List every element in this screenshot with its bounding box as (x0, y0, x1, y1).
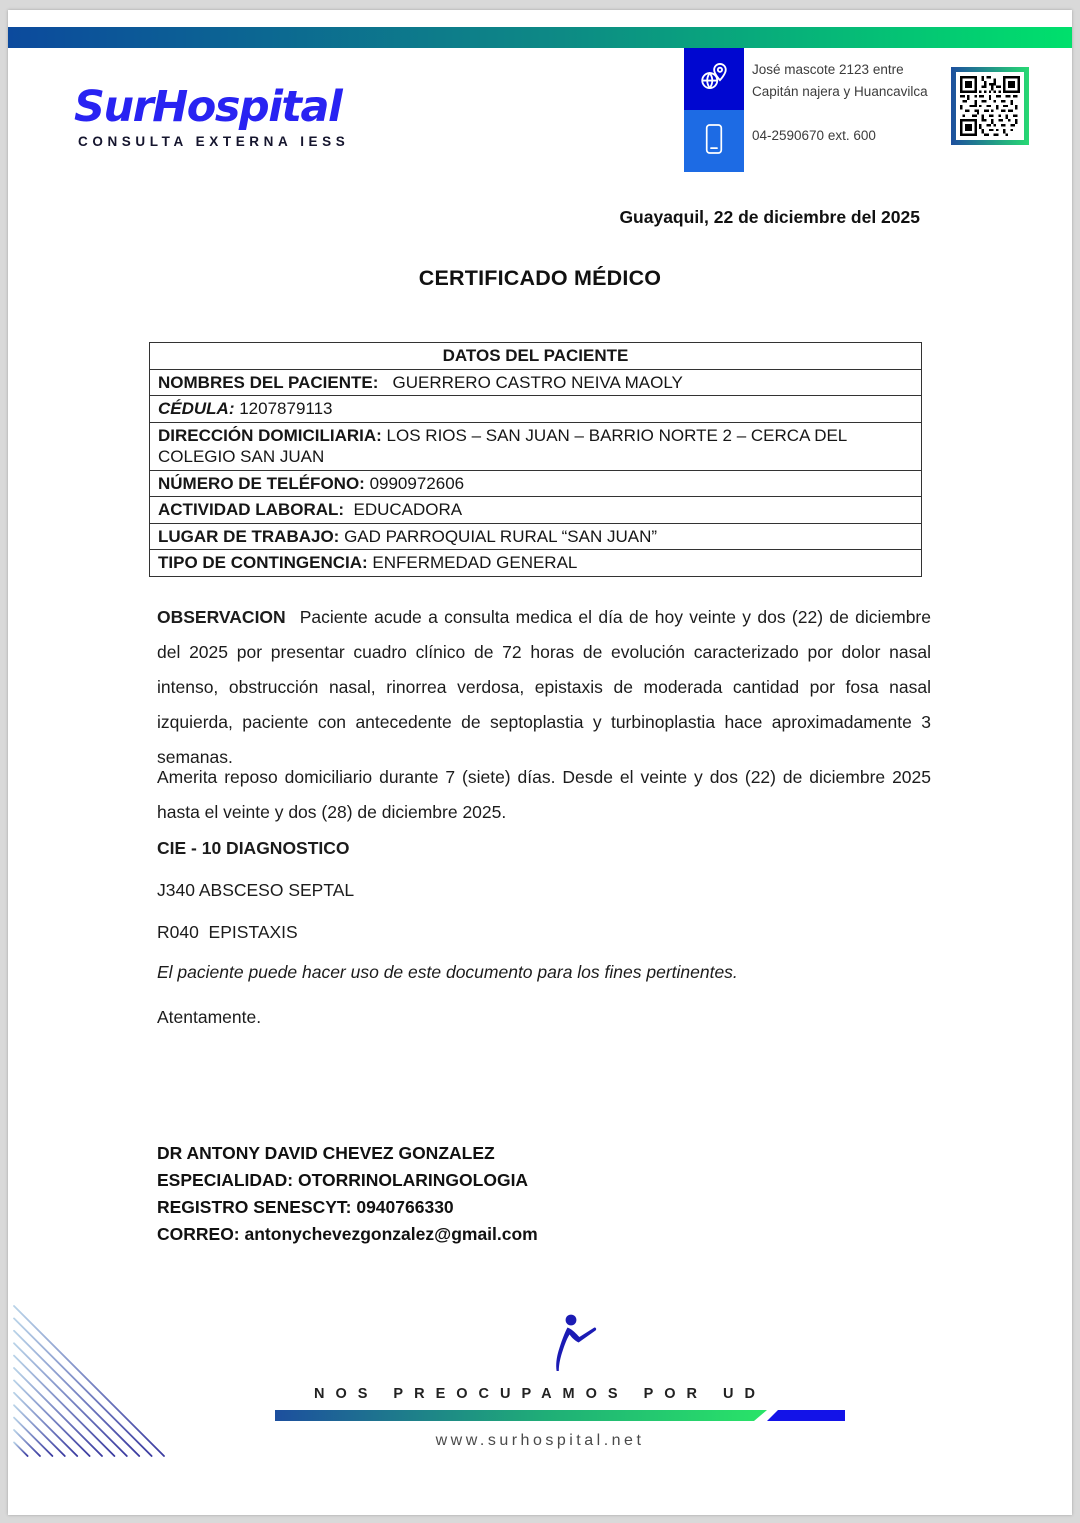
footer-gradient-bar (275, 1410, 767, 1421)
contact-icon-tiles (684, 48, 744, 172)
jumping-person-logo-icon (547, 1313, 601, 1377)
row-label: ACTIVIDAD LABORAL: (158, 500, 345, 519)
row-value: GAD PARROQUIAL RURAL “SAN JUAN” (339, 526, 658, 546)
diagnosis-line-1: J340 ABSCESO SEPTAL (157, 880, 355, 900)
smartphone-icon (699, 122, 729, 161)
patient-data-table (149, 342, 922, 577)
row-value: 0990972606 (364, 473, 465, 493)
diagnosis-line-2: R040 EPISTAXIS (157, 922, 298, 942)
row-label: LUGAR DE TRABAJO: (158, 526, 340, 546)
logo-subtitle: CONSULTA EXTERNA IESS (78, 134, 350, 150)
doctor-name: DR ANTONY DAVID CHEVEZ GONZALEZ (157, 1143, 495, 1163)
table-header: DATOS DEL PACIENTE (150, 343, 922, 370)
certificate-title: CERTIFICADO MÉDICO (418, 266, 662, 290)
qr-code-modules (956, 72, 1024, 140)
date-line: Guayaquil, 22 de diciembre del 2025 (619, 207, 920, 227)
table-row-telefono (150, 470, 922, 497)
doctor-email: CORREO: antonychevezgonzalez@gmail.com (157, 1224, 538, 1244)
row-label: NOMBRES DEL PACIENTE: (158, 372, 379, 392)
footer-bar-blue-segment (767, 1410, 845, 1421)
cie10-heading: CIE - 10 DIAGNOSTICO (157, 838, 350, 858)
observation-text: Paciente acude a consulta medica el día de hoy veinte y dos (22) de diciembre del 2025 por presentar cuadro clínico de 72 horas de evolución caracterizado por dolor nasal intenso, obstrucción nasal, rinorrea verdosa, epistaxis de moderada cantidad por fosa nasal izquierda, paciente con antecedente de septoplastia y turbinoplastia hace aproximadamente 3 semanas. (157, 607, 931, 767)
table-row-lugar (150, 523, 922, 550)
row-value: EDUCADORA (344, 500, 463, 519)
phone-tile (684, 110, 744, 172)
hospital-logo (74, 84, 349, 149)
row-value: 1207879113 (234, 399, 333, 418)
row-value: LOS RIOS – SAN JUAN – BARRIO NORTE 2 – CERCA DEL COLEGIO SAN JUAN (158, 425, 852, 466)
table-row-cedula (150, 396, 922, 423)
rest-paragraph: Amerita reposo domiciliario durante 7 (siete) días. Desde el veinte y dos (22) de diciembre 2025 hasta el veinte y dos (28) de diciembre 2025. (157, 767, 931, 822)
location-tile (684, 48, 744, 110)
logo-wordmark: SurHospital (74, 82, 342, 132)
website-url: www.surhospital.net (435, 1432, 645, 1449)
qr-code (951, 67, 1029, 145)
doctor-signature-block (157, 1140, 857, 1248)
row-label: NÚMERO DE TELÉFONO: (158, 473, 365, 493)
corner-lines-decoration (12, 1298, 192, 1464)
row-value: GUERRERO CASTRO NEIVA MAOLY (378, 372, 683, 392)
header-gradient-bar (8, 27, 1072, 48)
observation-label: OBSERVACION (157, 607, 286, 627)
table-row-nombres (150, 369, 922, 396)
row-value: ENFERMEDAD GENERAL (367, 553, 578, 572)
row-label: TIPO DE CONTINGENCIA: (158, 553, 368, 572)
location-pin-globe-icon (697, 60, 731, 99)
table-row-contingencia (150, 550, 922, 577)
table-header-row (150, 343, 922, 370)
address-line-1: José mascote 2123 entre (752, 62, 904, 77)
table-row-direccion (150, 422, 922, 470)
row-label: CÉDULA: (158, 399, 235, 418)
usage-note: El paciente puede hacer uso de este documento para los fines pertinentes. (157, 962, 738, 982)
table-row-actividad (150, 497, 922, 524)
doctor-specialty: ESPECIALIDAD: OTORRINOLARINGOLOGIA (157, 1170, 529, 1190)
phone-number: 04-2590670 ext. 600 (752, 128, 876, 143)
row-label: DIRECCIÓN DOMICILIARIA: (158, 425, 382, 445)
doctor-registry: REGISTRO SENESCYT: 0940766330 (157, 1197, 454, 1217)
observation-paragraph (157, 600, 931, 775)
closing-text: Atentamente. (157, 1007, 262, 1027)
footer-slogan: NOS PREOCUPAMOS POR UD (313, 1386, 766, 1402)
address-line-2: Capitán najera y Huancavilca (752, 84, 928, 99)
